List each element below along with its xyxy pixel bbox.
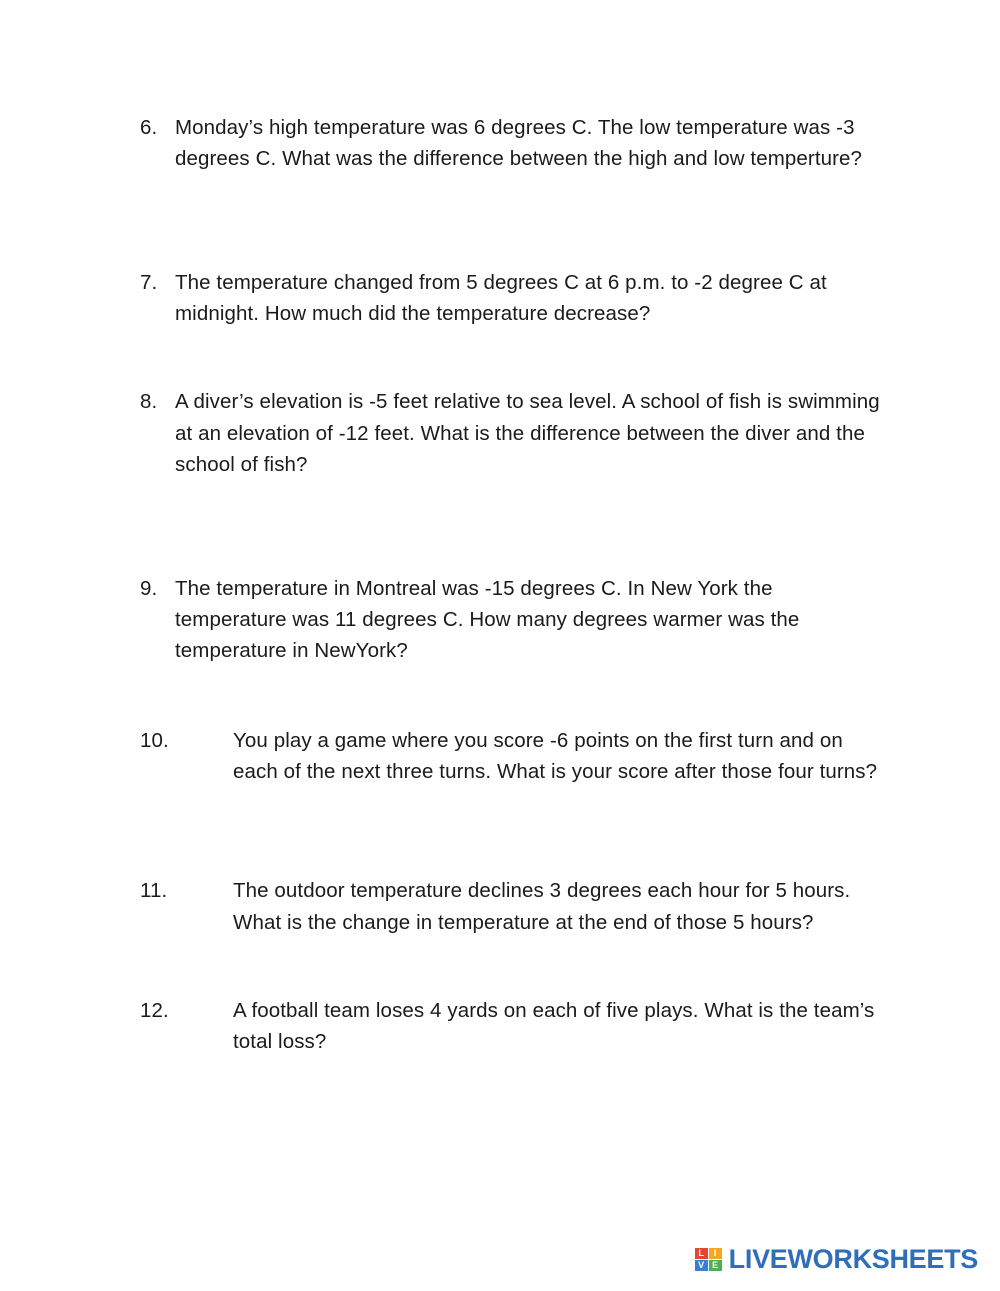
question-item-12 — [140, 995, 885, 1058]
question-item-6 — [140, 112, 885, 175]
question-list — [140, 112, 885, 1058]
answer-space-11 — [140, 938, 885, 995]
logo-letter-l: L — [695, 1248, 708, 1259]
logo-letter-i: I — [709, 1248, 722, 1259]
question-text: The temperature in Montreal was -15 degrees C. In New York the temperature was 11 degrees C. How many degrees warmer was the temperature in NewYork? — [175, 576, 800, 663]
logo-letter-v: V — [695, 1260, 708, 1271]
question-text: You play a game where you score -6 points on the first turn and on each of the next three turns. What is your score after those four turns? — [233, 728, 878, 783]
question-item-8 — [140, 386, 885, 480]
question-text: A football team loses 4 yards on each of five plays. What is the team’s total loss? — [233, 999, 875, 1054]
question-number: 8. — [140, 390, 158, 414]
answer-space-7 — [140, 329, 885, 386]
question-number: 9. — [140, 576, 158, 600]
answer-space-8 — [140, 481, 885, 573]
question-number: 12. — [140, 999, 169, 1023]
question-text: Monday’s high temperature was 6 degrees C. The low temperature was -3 degrees C. What was the difference between the high and low temperture? — [175, 116, 863, 171]
question-number: 6. — [140, 116, 158, 139]
liveworksheets-wordmark: LIVEWORKSHEETS — [728, 1244, 978, 1274]
liveworksheets-logo-icon — [695, 1248, 722, 1271]
question-item-7 — [140, 267, 885, 330]
question-text: The temperature changed from 5 degrees C at 6 p.m. to -2 degree C at midnight. How much did the temperature decrease? — [175, 270, 827, 326]
question-item-10 — [140, 725, 885, 788]
question-number: 10. — [140, 728, 169, 752]
logo-letter-e: E — [709, 1260, 722, 1271]
liveworksheets-watermark — [695, 1244, 978, 1275]
question-item-9 — [140, 573, 885, 667]
question-item-11 — [140, 875, 885, 938]
question-number: 11. — [140, 879, 168, 903]
question-text: The outdoor temperature declines 3 degrees each hour for 5 hours. What is the change in temperature at the end of those 5 hours? — [233, 879, 851, 934]
answer-space-6 — [140, 175, 885, 267]
answer-space-10 — [140, 787, 885, 875]
question-number: 7. — [140, 270, 158, 294]
question-text: A diver’s elevation is -5 feet relative to sea level. A school of fish is swimming at an elevation of -12 feet. What is the difference between the diver and the school of fish? — [175, 390, 880, 477]
answer-space-9 — [140, 667, 885, 725]
